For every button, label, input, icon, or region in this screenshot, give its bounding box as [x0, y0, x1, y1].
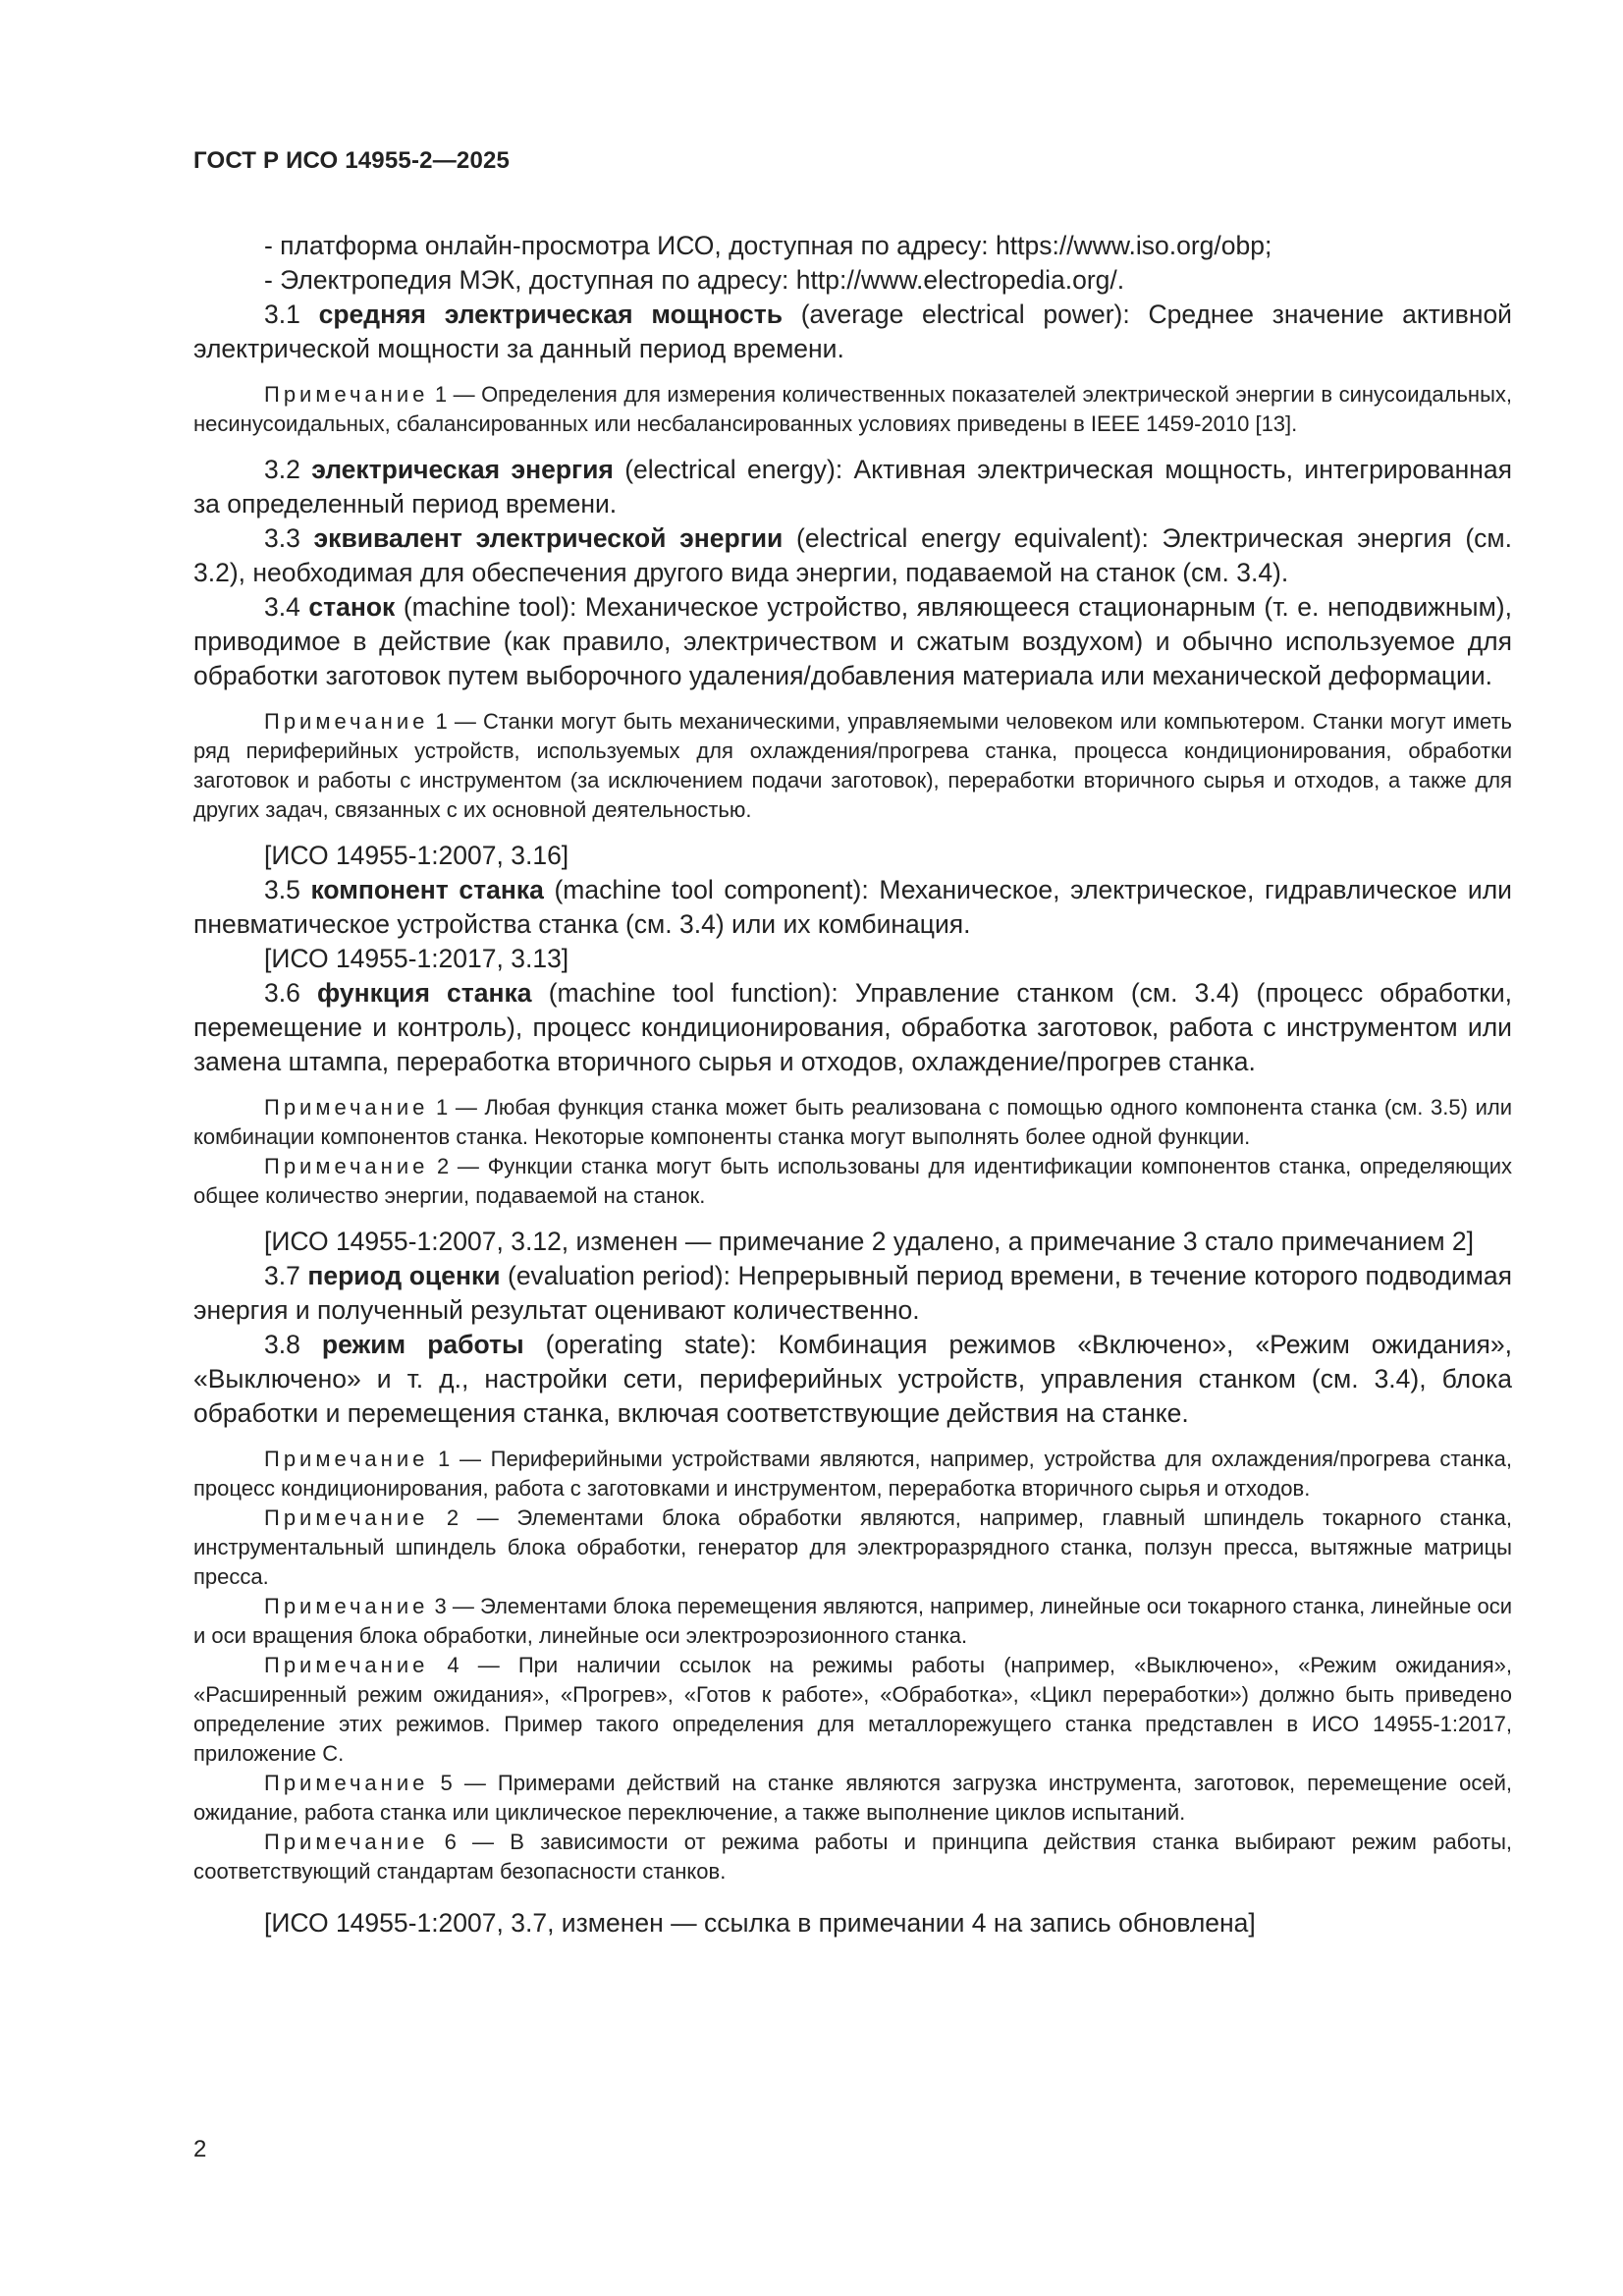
term-definition: (machine tool component): Механическое, электрическое, гидравлическое или пневматическое устройства станка (см. 3.4) или их комбинация. — [193, 875, 1512, 939]
term-number: 3.3 — [264, 523, 300, 553]
note-label: Примечание — [264, 1505, 429, 1530]
note-text: 6 — В зависимости от режима работы и принципа действия станка выбирают режим работы, соответствующий стандартам безопасности станков. — [193, 1830, 1512, 1884]
note-text: 1 — Периферийными устройствами являются, например, устройства для охлаждения/прогрева станка, процесс кондиционирования, работа с заготовками и инструментом, переработка вторичного сырья и отходов. — [193, 1447, 1512, 1501]
source-reference: [ИСО 14955-1:2007, 3.12, изменен — примечание 2 удалено, а примечание 3 стало примечанием 2] — [264, 1227, 1475, 1256]
term-name: станок — [308, 592, 396, 622]
note-label: Примечание — [264, 1830, 429, 1854]
source-reference: [ИСО 14955-1:2007, 3.16] — [264, 841, 569, 870]
term-definition: (machine tool function): Управление станком (см. 3.4) (процесс обработки, перемещение и контроль), процесс кондиционирования, обработка заготовок, работа с инструментом или замена штампа, переработка вторичного сырья и отходов, охлаждение/прогрев станка. — [193, 978, 1512, 1076]
note-text: 4 — При наличии ссылок на режимы работы (например, «Выключено», «Режим ожидания», «Расширенный режим ожидания», «Прогрев», «Готов к работе», «Обработка», «Цикл переработки») должно быть приведено определение этих режимов. Пример такого определения для металлорежущего станка представлен в ИСО 14955-1:2017, приложение С. — [193, 1653, 1512, 1766]
list-item: - Электропедия МЭК, доступная по адресу: http://www.electropedia.org/. — [264, 265, 1125, 295]
term-number: 3.5 — [264, 875, 300, 904]
source-reference: [ИСО 14955-1:2007, 3.7, изменен — ссылка в примечании 4 на запись обновлена] — [264, 1908, 1256, 1938]
term-number: 3.4 — [264, 592, 300, 622]
term-name: электрическая энергия — [311, 455, 614, 484]
note-label: Примечание — [264, 1771, 429, 1795]
term-definition: (electrical energy): Активная электрическая мощность, интегрированная за определенный период времени. — [193, 455, 1512, 519]
note — [193, 1769, 1512, 1828]
list-item: - платформа онлайн-просмотра ИСО, доступная по адресу: https://www.iso.org/obp; — [264, 231, 1272, 260]
term-name: функция станка — [317, 978, 532, 1008]
note-text: 3 — Элементами блока перемещения являются, например, линейные оси токарного станка, линейные оси и оси вращения блока обработки, линейные оси электроэрозионного станка. — [193, 1594, 1512, 1648]
note — [193, 1592, 1512, 1651]
term-name: средняя электрическая мощность — [318, 300, 783, 329]
note-label: Примечание — [264, 1653, 429, 1677]
term-3-7 — [193, 1259, 1512, 1328]
note-label: Примечание — [264, 1154, 429, 1178]
note-label: Примечание — [264, 1447, 429, 1471]
term-name: период оценки — [307, 1261, 501, 1290]
term-definition: (average electrical power): Среднее значение активной электрической мощности за данный период времени. — [193, 300, 1512, 363]
note-label: Примечание — [264, 1594, 429, 1618]
term-3-6 — [193, 976, 1512, 1079]
document-page — [193, 147, 1512, 1941]
note — [193, 1152, 1512, 1211]
note — [193, 1651, 1512, 1769]
source-reference: [ИСО 14955-1:2017, 3.13] — [264, 944, 569, 973]
term-3-8 — [193, 1328, 1512, 1431]
term-definition: (evaluation period): Непрерывный период времени, в течение которого подводимая энергия и полученный результат оценивают количественно. — [193, 1261, 1512, 1325]
note — [193, 1093, 1512, 1152]
note-label: Примечание — [264, 1095, 429, 1120]
term-3-3 — [193, 521, 1512, 590]
note — [193, 1503, 1512, 1592]
note-text: 2 — Функции станка могут быть использованы для идентификации компонентов станка, определяющих общее количество энергии, подаваемой на станок. — [193, 1154, 1512, 1208]
term-number: 3.6 — [264, 978, 300, 1008]
note — [193, 707, 1512, 825]
term-number: 3.1 — [264, 300, 300, 329]
term-3-5 — [193, 873, 1512, 942]
term-number: 3.8 — [264, 1330, 300, 1359]
note-text: 5 — Примерами действий на станке являются загрузка инструмента, заготовок, перемещение осей, ожидание, работа станка или циклическое переключение, а также выполнение циклов испытаний. — [193, 1771, 1512, 1825]
term-3-2 — [193, 453, 1512, 521]
document-header: ГОСТ Р ИСО 14955-2—2025 — [193, 147, 511, 174]
note-label: Примечание — [264, 382, 429, 407]
note-text: 2 — Элементами блока обработки являются, например, главный шпиндель токарного станка, инструментальный шпиндель блока обработки, генератор для электроразрядного станка, ползун пресса, вытяжные матрицы пресса. — [193, 1505, 1512, 1589]
note-label: Примечание — [264, 709, 429, 734]
note — [193, 1828, 1512, 1886]
term-3-4 — [193, 590, 1512, 693]
term-number: 3.2 — [264, 455, 300, 484]
note-text: 1 — Станки могут быть механическими, управляемыми человеком или компьютером. Станки могут иметь ряд периферийных устройств, используемых для охлаждения/прогрева станка, процесса кондиционирования, обработки заготовок и работы с инструментом (за исключением подачи заготовок), переработки вторичного сырья и отходов, а также для других задач, связанных с их основной деятельностью. — [193, 709, 1512, 822]
term-name: компонент станка — [310, 875, 544, 904]
term-3-1 — [193, 298, 1512, 366]
note — [193, 1445, 1512, 1503]
term-definition: (electrical energy equivalent): Электрическая энергия (см. 3.2), необходимая для обеспечения другого вида энергии, подаваемой на станок (см. 3.4). — [193, 523, 1512, 587]
term-name: эквивалент электрической энергии — [313, 523, 784, 553]
term-definition: (operating state): Комбинация режимов «Включено», «Режим ожидания», «Выключено» и т. д., настройки сети, периферийных устройств, управления станком (см. 3.4), блока обработки и перемещения станка, включая соответствующие действия на станке. — [193, 1330, 1512, 1428]
page-number: 2 — [193, 2136, 207, 2162]
term-definition: (machine tool): Механическое устройство, являющееся стационарным (т. е. неподвижным), приводимое в действие (как правило, электричеством и сжатым воздухом) и обычно используемое для обработки заготовок путем выборочного удаления/добавления материала или механической деформации. — [193, 592, 1512, 690]
note-text: 1 — Любая функция станка может быть реализована с помощью одного компонента станка (см. 3.5) или комбинации компонентов станка. Некоторые компоненты станка могут выполнять более одной функции. — [193, 1095, 1512, 1149]
term-name: режим работы — [321, 1330, 524, 1359]
note — [193, 380, 1512, 439]
note-text: 1 — Определения для измерения количественных показателей электрической энергии в синусоидальных, несинусоидальных, сбалансированных или несбалансированных условиях приведены в IEEE 1459-2010 [13]. — [193, 382, 1512, 436]
term-number: 3.7 — [264, 1261, 300, 1290]
